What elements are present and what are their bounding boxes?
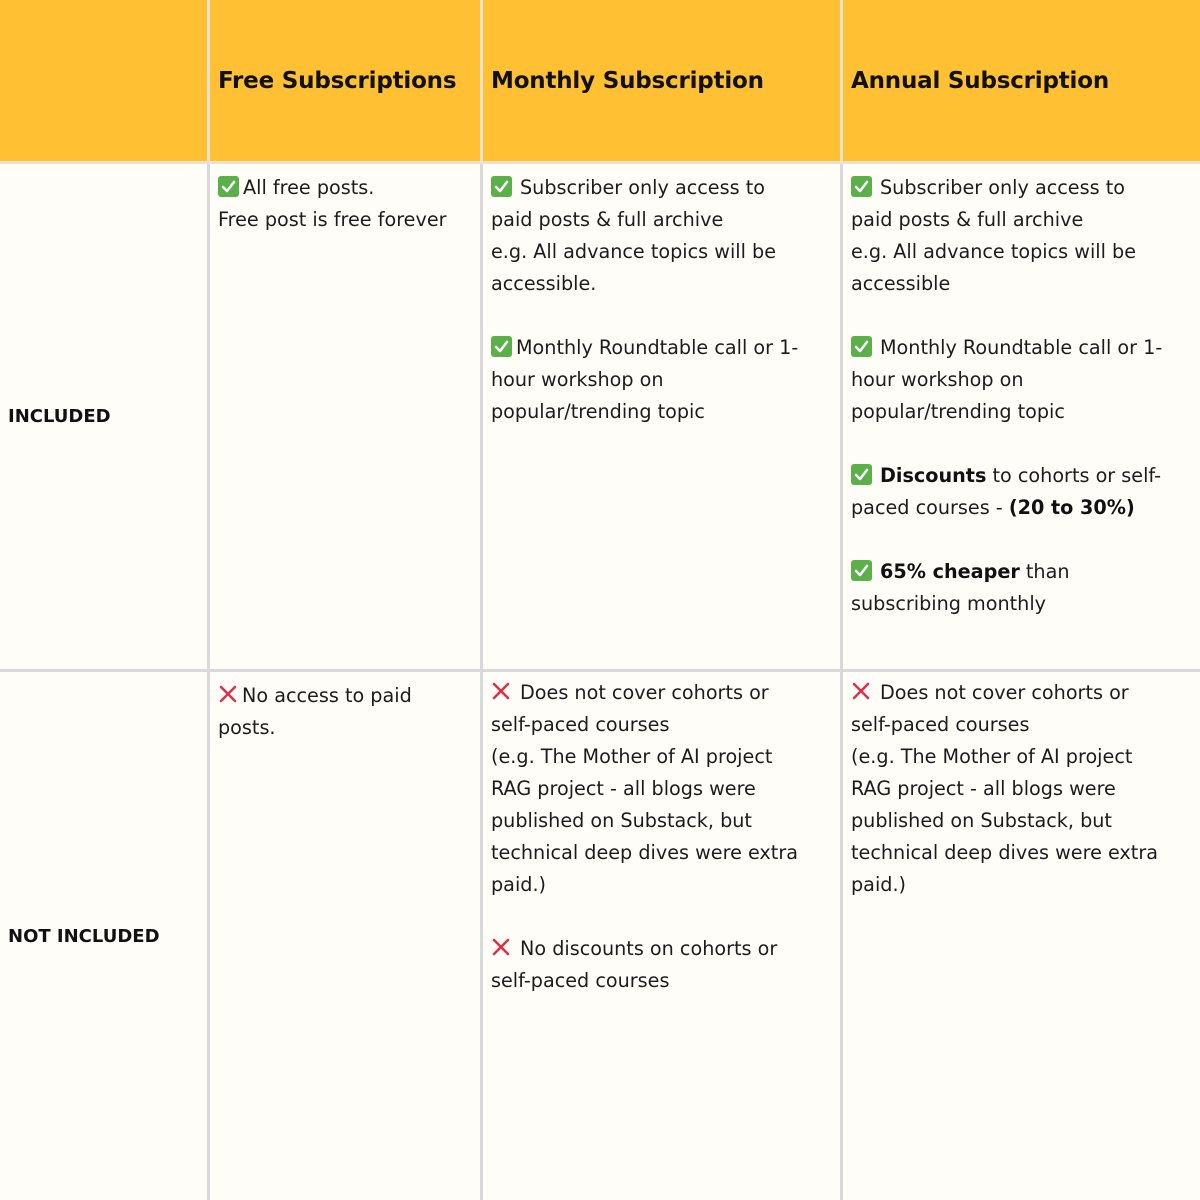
cross-mark-icon — [851, 679, 871, 699]
monthly-access-l4: accessible. — [491, 272, 597, 295]
not-monthly-cohort-l3: (e.g. The Mother of AI project — [491, 745, 773, 768]
not-monthly-cohort-l4: RAG project - all blogs were — [491, 777, 756, 800]
header-monthly — [483, 0, 843, 164]
not-monthly-cohort-l7: paid.) — [491, 873, 547, 896]
not-monthly-cohort-l1: Does not cover cohorts or — [520, 681, 769, 704]
not-included-free-cell — [210, 672, 483, 1200]
not-annual-cohort-l1: Does not cover cohorts or — [880, 681, 1129, 704]
included-annual-discounts — [851, 460, 1192, 524]
check-mark-icon — [851, 464, 872, 485]
annual-cheap-l2: subscribing monthly — [851, 592, 1047, 615]
included-monthly-access — [491, 172, 832, 300]
annual-call-l1: Monthly Roundtable call or 1- — [880, 336, 1163, 359]
row-label-included — [0, 164, 210, 672]
cross-mark-icon — [491, 935, 511, 955]
not-included-annual-cell — [843, 672, 1200, 1200]
check-mark-icon — [491, 336, 512, 357]
not-annual-cohort-l6: technical deep dives were extra — [851, 841, 1158, 864]
not-included-monthly-cohorts — [491, 677, 832, 901]
annual-access-l3: e.g. All advance topics will be — [851, 240, 1137, 263]
included-annual-call — [851, 332, 1192, 428]
annual-disc-pct: (20 to 30%) — [1008, 496, 1135, 519]
check-mark-icon — [851, 176, 872, 197]
not-annual-cohort-l5: published on Substack, but — [851, 809, 1112, 832]
not-free-l1: No access to paid — [242, 684, 412, 707]
cross-mark-icon — [218, 682, 238, 702]
included-annual-cell — [843, 164, 1200, 672]
annual-call-l2: hour workshop on — [851, 368, 1024, 391]
included-label: INCLUDED — [8, 406, 111, 427]
included-monthly-call — [491, 332, 832, 428]
included-monthly-cell — [483, 164, 843, 672]
annual-cheap-bold: 65% cheaper — [880, 560, 1020, 583]
monthly-access-l2: paid posts & full archive — [491, 208, 724, 231]
included-free-l1: All free posts. — [243, 176, 375, 199]
check-mark-icon — [851, 560, 872, 581]
annual-call-l3: popular/trending topic — [851, 400, 1065, 423]
cross-mark-icon — [491, 679, 511, 699]
not-free-l2: posts. — [218, 716, 276, 739]
not-monthly-cohort-l2: self-paced courses — [491, 713, 670, 736]
header-free — [210, 0, 483, 164]
monthly-access-l3: e.g. All advance topics will be — [491, 240, 777, 263]
annual-access-l2: paid posts & full archive — [851, 208, 1084, 231]
not-annual-cohort-l4: RAG project - all blogs were — [851, 777, 1116, 800]
monthly-call-l2: hour workshop on — [491, 368, 664, 391]
annual-access-l1: Subscriber only access to — [880, 176, 1125, 199]
monthly-call-l1: Monthly Roundtable call or 1- — [516, 336, 799, 359]
annual-disc-rest: to cohorts or self- — [986, 464, 1162, 487]
header-monthly-label: Monthly Subscription — [491, 67, 764, 94]
included-annual-cheaper — [851, 556, 1192, 620]
not-included-label: NOT INCLUDED — [8, 925, 160, 947]
header-annual — [843, 0, 1200, 164]
included-free-cell — [210, 164, 483, 672]
check-mark-icon — [491, 176, 512, 197]
monthly-access-l1: Subscriber only access to — [520, 176, 765, 199]
included-annual-access — [851, 172, 1192, 300]
annual-access-l4: accessible — [851, 272, 951, 295]
not-included-free-item — [218, 680, 472, 744]
not-included-monthly-cell — [483, 672, 843, 1200]
not-monthly-cohort-l6: technical deep dives were extra — [491, 841, 798, 864]
included-free-l2: Free post is free forever — [218, 208, 447, 231]
not-monthly-disc-l2: self-paced courses — [491, 969, 670, 992]
check-mark-icon — [218, 176, 239, 197]
not-annual-cohort-l3: (e.g. The Mother of AI project — [851, 745, 1133, 768]
not-annual-cohort-l2: self-paced courses — [851, 713, 1030, 736]
check-mark-icon — [851, 336, 872, 357]
annual-disc-l2: paced courses - — [851, 496, 1009, 519]
not-annual-cohort-l7: paid.) — [851, 873, 907, 896]
not-included-annual-cohorts — [851, 677, 1192, 901]
monthly-call-l3: popular/trending topic — [491, 400, 705, 423]
annual-disc-bold: Discounts — [880, 464, 987, 487]
annual-cheap-rest: than — [1019, 560, 1070, 583]
header-corner-cell — [0, 0, 210, 164]
header-annual-label: Annual Subscription — [851, 67, 1110, 94]
not-monthly-cohort-l5: published on Substack, but — [491, 809, 752, 832]
header-free-label: Free Subscriptions — [218, 67, 457, 94]
not-monthly-disc-l1: No discounts on cohorts or — [520, 937, 778, 960]
row-label-not-included — [0, 672, 210, 1200]
not-included-monthly-discounts — [491, 933, 832, 997]
included-free-item — [218, 172, 472, 236]
